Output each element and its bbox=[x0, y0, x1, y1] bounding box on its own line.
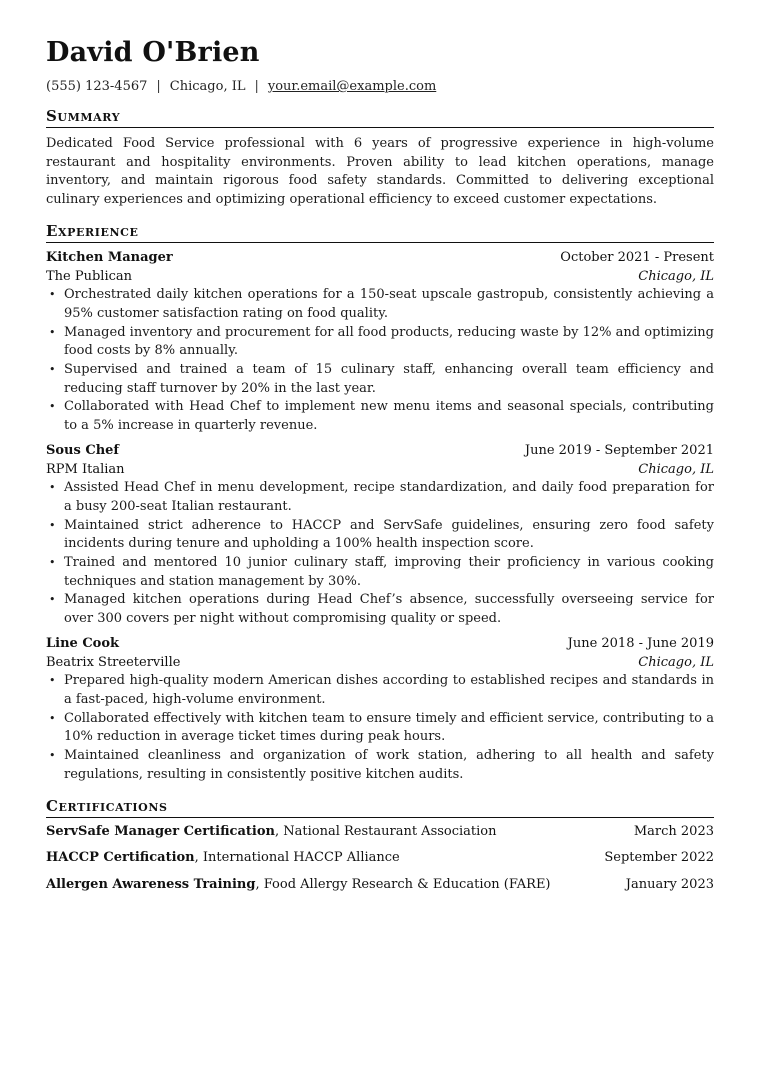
contact-separator: | bbox=[254, 79, 259, 94]
bullet-icon: • bbox=[49, 749, 56, 763]
job-entry bbox=[46, 635, 714, 785]
certification-name: Allergen Awareness Training bbox=[46, 876, 256, 892]
location-text: Chicago, IL bbox=[169, 79, 246, 94]
job-entry bbox=[46, 442, 714, 629]
job-company: The Publican bbox=[46, 268, 133, 284]
certification-name: HACCP Certification bbox=[46, 850, 195, 866]
bullet-icon: • bbox=[49, 363, 56, 377]
bullet-item: • Assisted Head Chef in menu development, recipe standardization, and daily food preparation for a busy 200-seat Italian restaurant. bbox=[49, 480, 714, 514]
resume-page bbox=[46, 36, 714, 895]
job-location: Chicago, IL bbox=[638, 461, 714, 477]
certifications-section bbox=[46, 797, 714, 895]
bullet-item: • Trained and mentored 10 junior culinary staff, improving their proficiency in various cooking techniques and station management by 30%. bbox=[49, 555, 714, 589]
job-bullets bbox=[46, 672, 714, 784]
bullet-icon: • bbox=[49, 288, 56, 302]
bullet-icon: • bbox=[49, 481, 56, 495]
certification-item bbox=[46, 823, 714, 842]
certification-date: September 2022 bbox=[604, 850, 714, 866]
job-role: Kitchen Manager bbox=[46, 249, 173, 265]
summary-section bbox=[46, 107, 714, 210]
job-location: Chicago, IL bbox=[638, 268, 714, 284]
bullet-item: • Supervised and trained a team of 15 culinary staff, enhancing overall team efficiency and reducing staff turnover by 20% in the last year. bbox=[49, 362, 714, 396]
bullet-item: • Maintained strict adherence to HACCP and ServSafe guidelines, ensuring zero food safety incidents during tenure and upholding a 100% health inspection score. bbox=[49, 517, 714, 552]
bullet-icon: • bbox=[49, 593, 56, 607]
job-company: RPM Italian bbox=[46, 461, 125, 477]
bullet-icon: • bbox=[49, 400, 56, 414]
certification-name: ServSafe Manager Certification bbox=[46, 823, 275, 839]
bullet-item: • Managed kitchen operations during Head Chef’s absence, successfully overseeing service for over 300 covers per night without compromising quality or speed. bbox=[49, 592, 714, 627]
section-title-certifications: Certifications bbox=[46, 797, 714, 818]
email-link[interactable]: your.email@example.com bbox=[267, 79, 437, 94]
section-title-summary: Summary bbox=[46, 107, 714, 128]
contact-separator: | bbox=[156, 79, 161, 94]
certification-date: January 2023 bbox=[625, 876, 714, 892]
certification-issuer: , International HACCP Alliance bbox=[194, 850, 400, 866]
bullet-item: • Prepared high-quality modern American dishes according to established recipes and standards in a fast-paced, high-volume environment. bbox=[49, 673, 714, 707]
job-role: Sous Chef bbox=[46, 442, 120, 458]
job-bullets bbox=[46, 286, 714, 436]
job-bullets bbox=[46, 479, 714, 629]
job-role: Line Cook bbox=[46, 635, 120, 651]
candidate-name: David O'Brien bbox=[46, 37, 260, 68]
job-entry bbox=[46, 249, 714, 436]
certifications-list bbox=[46, 823, 714, 895]
summary-text: Dedicated Food Service professional with 6 years of progressive experience in high-volume restaurant and hospitality environments. Proven ability to lead kitchen operations, manage inventory, and maintain rigorous food safety standards. Committed to delivering exceptional culinary experiences and optimizing operational efficiency to exceed customer expectations. bbox=[46, 136, 714, 208]
phone-number: (555) 123-4567 bbox=[46, 79, 148, 94]
job-dates: June 2019 - September 2021 bbox=[524, 442, 714, 458]
section-title-experience: Experience bbox=[46, 222, 714, 243]
bullet-item: • Orchestrated daily kitchen operations for a 150-seat upscale gastropub, consistently achieving a 95% customer satisfaction rating on food quality. bbox=[49, 287, 714, 321]
bullet-icon: • bbox=[49, 325, 56, 339]
bullet-icon: • bbox=[49, 674, 56, 688]
job-company: Beatrix Streeterville bbox=[46, 654, 181, 670]
bullet-icon: • bbox=[49, 711, 56, 725]
job-dates: October 2021 - Present bbox=[560, 249, 714, 265]
certification-issuer: , National Restaurant Association bbox=[274, 823, 497, 839]
bullet-icon: • bbox=[49, 556, 56, 570]
bullet-item: • Maintained cleanliness and organization of work station, adhering to all health and safety regulations, resulting in consistently positive kitchen audits. bbox=[49, 748, 714, 782]
certification-date: March 2023 bbox=[633, 823, 714, 839]
certification-item bbox=[46, 876, 714, 895]
certification-issuer: , Food Allergy Research & Education (FARE) bbox=[255, 876, 551, 892]
bullet-item: • Collaborated with Head Chef to implement new menu items and seasonal specials, contributing to a 5% increase in quarterly revenue. bbox=[49, 399, 714, 434]
job-location: Chicago, IL bbox=[638, 654, 714, 670]
bullet-item: • Collaborated effectively with kitchen team to ensure timely and efficient service, contributing to a 10% reduction in average ticket times during peak hours. bbox=[49, 710, 714, 745]
contact-line bbox=[46, 78, 714, 95]
experience-section bbox=[46, 222, 714, 785]
bullet-item: • Managed inventory and procurement for all food products, reducing waste by 12% and optimizing food costs by 8% annually. bbox=[49, 324, 714, 359]
job-dates: June 2018 - June 2019 bbox=[567, 635, 714, 651]
bullet-icon: • bbox=[49, 518, 56, 532]
certification-item bbox=[46, 849, 714, 868]
